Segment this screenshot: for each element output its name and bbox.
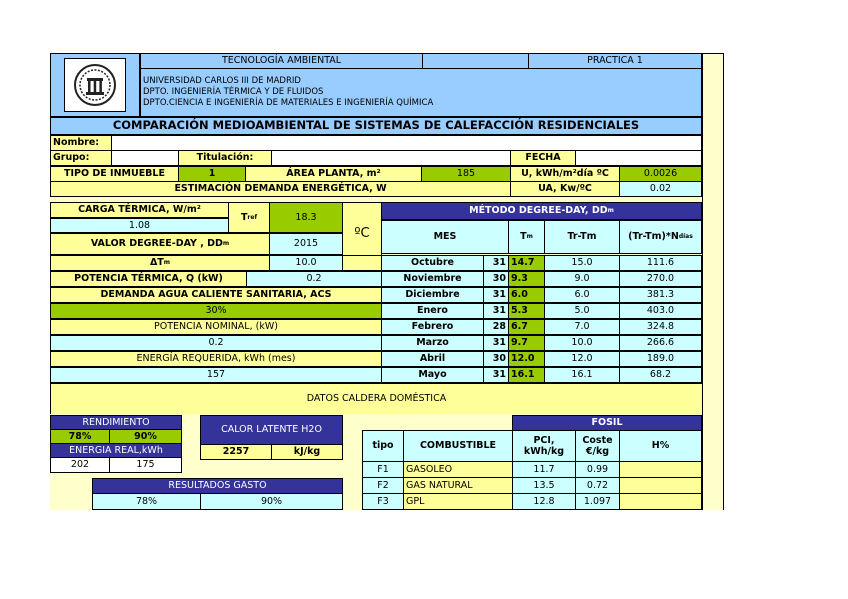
fuel-row-coste: 0.72 [575,477,620,494]
potencia-termica-label: POTENCIA TÉRMICA, Q (kW) [50,271,247,287]
celsius-unit: ºC [342,202,382,265]
fuel-row-tipo: F1 [362,461,404,478]
fosil-table-title: FOSIL [512,415,702,431]
rendimiento-label: RENDIMIENTO [50,415,182,430]
potencia-nominal-label: POTENCIA NOMINAL, (kW) [50,319,382,335]
table-row-mes: Enero [381,303,484,319]
fuel-row-coste: 0.99 [575,461,620,478]
col-header-coste-line2: €/kg [585,446,610,457]
col-header-pci-line1: PCI, [533,435,555,446]
col-header-tm-sub: m [526,233,533,240]
calor-latente-label: CALOR LATENTE H2O [200,415,343,445]
table-row-trtm: 10.0 [544,335,620,351]
table-row-product: 266.6 [619,335,702,351]
degree-day-table-title-sub: m [607,207,614,214]
resultados-gasto-value-2: 90% [200,493,343,510]
calor-latente-value: 2257 [200,444,272,460]
u-label: U, kWh/m²día ºC [510,166,620,182]
area-value[interactable]: 185 [421,166,511,182]
table-row-tm[interactable]: 16.1 [508,367,545,383]
degree-day-table-title [381,202,702,220]
caldera-section-title: DATOS CALDERA DOMÉSTICA [50,383,702,414]
table-row-trtm: 7.0 [544,319,620,335]
table-row-dias: 30 [483,271,509,287]
titulacion-field[interactable] [271,150,511,166]
col-header-trtm: Tr-Tm [544,220,620,254]
table-row-product: 189.0 [619,351,702,367]
table-row-dias: 31 [483,255,509,271]
col-header-product [619,220,702,254]
nombre-field[interactable] [111,135,702,151]
tref-symbol: T [240,211,248,223]
titulacion-label: Titulación: [178,150,272,166]
grupo-label: Grupo: [50,150,112,166]
table-row-trtm: 9.0 [544,271,620,287]
col-header-coste-line1: Coste [582,435,613,446]
energia-requerida-value: 157 [50,367,382,383]
fuel-row-pci: 12.8 [512,493,576,510]
table-row-dias: 31 [483,367,509,383]
fuel-row-combustible: GAS NATURAL [403,477,513,494]
carga-termica-label: CARGA TÉRMICA, W/m² [50,202,229,218]
col-header-pci-line2: kWh/kg [523,446,565,457]
ua-value: 0.02 [619,181,702,197]
col-header-coste [575,430,620,462]
table-row-tm[interactable]: 9.3 [508,271,545,287]
table-row-trtm: 15.0 [544,255,620,271]
course-title: TECNOLOGÍA AMBIENTAL [140,53,423,69]
fecha-field[interactable] [575,150,702,166]
col-header-pci [512,430,576,462]
nombre-label: Nombre: [50,135,112,151]
u-value[interactable]: 0.0026 [619,166,702,182]
grupo-field[interactable] [111,150,179,166]
page-title: COMPARACIÓN MEDIOAMBIENTAL DE SISTEMAS DE CALEFACCIÓN RESIDENCIALES [50,117,702,135]
acs-label: DEMANDA AGUA CALIENTE SANITARIA, ACS [50,287,382,303]
header-info [140,68,702,117]
degree-day-subscript: m [222,240,230,247]
col-header-tm [508,220,545,254]
rendimiento-value-1[interactable]: 78% [50,429,110,444]
energia-real-label: ENERGIA REAL,kWh [50,443,182,458]
table-row-trtm: 16.1 [544,367,620,383]
table-row-dias: 30 [483,351,509,367]
table-row-mes: Abril [381,351,484,367]
estimacion-label: ESTIMACIÓN DEMANDA ENERGÉTICA, W [50,181,511,197]
table-row-product: 381.3 [619,287,702,303]
unit-blank-cell [342,255,382,271]
table-row-tm[interactable]: 6.0 [508,287,545,303]
calor-latente-unit: kJ/kg [271,444,343,460]
table-row-tm[interactable]: 14.7 [508,255,545,271]
col-header-h: H% [619,430,702,462]
potencia-nominal-value: 0.2 [50,335,382,351]
degree-day-value: 2015 [269,233,343,255]
energia-real-value-2: 175 [109,457,182,473]
table-row-product: 324.8 [619,319,702,335]
degree-day-label-text: VALOR DEGREE-DAY , DD [90,238,223,250]
table-row-mes: Diciembre [381,287,484,303]
table-row-tm[interactable]: 6.7 [508,319,545,335]
col-header-product-sub: días [678,233,693,240]
fuel-row-h [619,461,702,478]
potencia-termica-value: 0.2 [246,271,382,287]
fuel-row-h [619,493,702,510]
fuel-row-pci: 13.5 [512,477,576,494]
table-row-product: 111.6 [619,255,702,271]
tref-label [228,202,270,233]
header-line-university: UNIVERSIDAD CARLOS III DE MADRID [143,76,301,86]
table-row-product: 403.0 [619,303,702,319]
tipo-inmueble-value[interactable]: 1 [178,166,246,182]
table-row-mes: Noviembre [381,271,484,287]
col-header-product-text: (Tr-Tm)*N [628,231,679,243]
table-row-product: 270.0 [619,271,702,287]
fuel-row-tipo: F3 [362,493,404,510]
delta-tm-symbol: ΔT [149,257,164,269]
tipo-inmueble-label: TIPO DE INMUEBLE [50,166,179,182]
fuel-row-tipo: F2 [362,477,404,494]
university-seal-icon [73,63,117,107]
tref-value[interactable]: 18.3 [269,202,343,233]
ua-label: UA, Kw/ºC [510,181,620,197]
col-header-tipo: tipo [362,430,404,462]
area-label: ÁREA PLANTA, m² [245,166,422,182]
university-logo [64,58,126,112]
delta-tm-subscript: m [163,259,171,266]
header-line-dept-thermal: DPTO. INGENIERÍA TÉRMICA Y DE FLUIDOS [143,87,324,97]
table-row-dias: 31 [483,303,509,319]
delta-tm-label [50,255,270,271]
energia-requerida-label: ENERGÍA REQUERIDA, kWh (mes) [50,351,382,367]
header-line-dept-materials: DPTO.CIENCIA E INGENIERÍA DE MATERIALES E INGENIERÍA QUÍMICA [143,98,434,108]
resultados-gasto-value-1: 78% [92,493,201,510]
col-header-tm-text: T [520,231,527,243]
degree-day-label [50,233,270,255]
table-row-mes: Febrero [381,319,484,335]
col-header-mes: MES [381,220,509,254]
fuel-row-pci: 11.7 [512,461,576,478]
table-row-tm[interactable]: 12.0 [508,351,545,367]
table-row-tm[interactable]: 9.7 [508,335,545,351]
degree-day-table-title-text: MÉTODO DEGREE-DAY, DD [469,205,608,217]
header-blank-1 [422,53,529,69]
table-row-mes: Marzo [381,335,484,351]
resultados-gasto-label: RESULTADOS GASTO [92,478,343,494]
table-row-tm[interactable]: 5.3 [508,303,545,319]
col-header-combustible: COMBUSTIBLE [403,430,513,462]
rendimiento-value-2[interactable]: 90% [109,429,182,444]
logo-cell [50,53,140,117]
practica-label: PRACTICA 1 [528,53,702,69]
table-row-dias: 31 [483,335,509,351]
fuel-row-h [619,477,702,494]
tref-subscript: ref [247,213,258,221]
table-row-trtm: 6.0 [544,287,620,303]
table-row-trtm: 5.0 [544,303,620,319]
fuel-row-coste: 1.097 [575,493,620,510]
table-row-trtm: 12.0 [544,351,620,367]
table-row-dias: 31 [483,287,509,303]
delta-tm-value: 10.0 [269,255,343,271]
fuel-row-combustible: GPL [403,493,513,510]
fecha-label: FECHA [510,150,576,166]
carga-termica-value: 1.08 [50,218,229,233]
table-row-dias: 28 [483,319,509,335]
table-row-product: 68.2 [619,367,702,383]
table-row-mes: Mayo [381,367,484,383]
energia-real-value-1: 202 [50,457,110,473]
acs-value[interactable]: 30% [50,303,382,319]
right-margin-column [702,53,724,510]
table-row-mes: Octubre [381,255,484,271]
fuel-row-combustible: GASOLEO [403,461,513,478]
